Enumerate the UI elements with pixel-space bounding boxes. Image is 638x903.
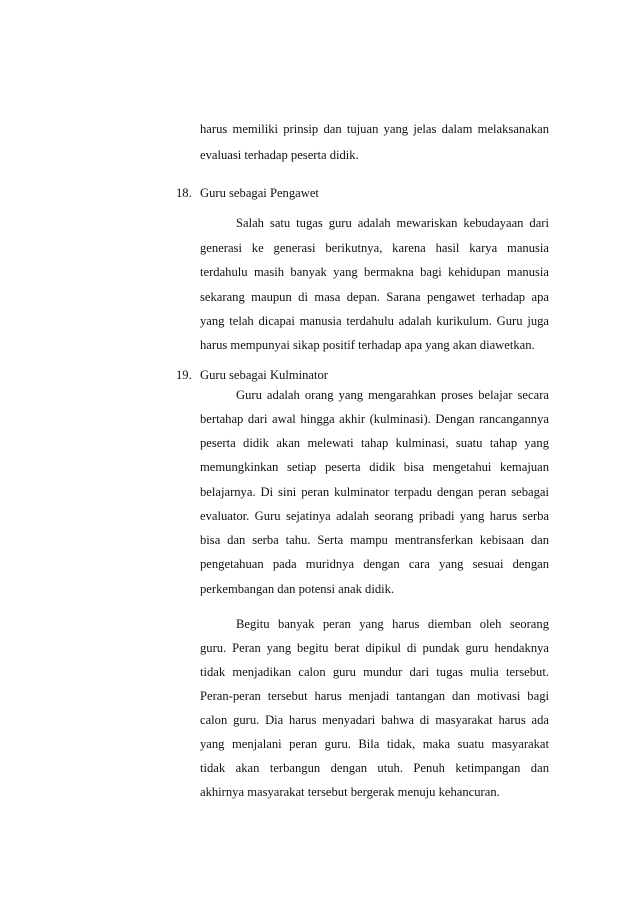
text-line: sekarang maupun di masa depan. Sarana pengawet terhadap apa (200, 290, 549, 304)
text-line: tidak menjadikan calon guru mundur dari tugas mulia tersebut. (200, 665, 549, 679)
text-line: Salah satu tugas guru adalah mewariskan kebudayaan dari (236, 216, 549, 230)
text-line: harus memiliki prinsip dan tujuan yang jelas dalam melaksanakan (200, 122, 549, 136)
text-line: calon guru. Dia harus menyadari bahwa di masyarakat harus ada (200, 713, 549, 727)
text-line: Begitu banyak peran yang harus diemban oleh seorang (236, 617, 549, 631)
text-line: guru. Peran yang begitu berat dipikul di pundak guru hendaknya (200, 641, 549, 655)
text-line: Peran-peran tersebut harus menjadi tantangan dan motivasi bagi (200, 689, 549, 703)
section-title: Guru sebagai Kulminator (200, 368, 329, 382)
text-line: pengetahuan pada muridnya dengan cara yang sesuai dengan (200, 557, 549, 571)
text-line: generasi ke generasi berikutnya, karena hasil karya manusia (200, 241, 549, 255)
text-line: evaluator. Guru sejatinya adalah seorang pribadi yang harus serba (200, 509, 549, 523)
text-line: terdahulu masih banyak yang bermakna bagi kehidupan manusia (200, 265, 549, 279)
section-heading-19 (176, 367, 328, 383)
text-line: yang menjalani peran guru. Bila tidak, maka suatu masyarakat (200, 737, 549, 751)
text-line: harus mempunyai sikap positif terhadap apa yang akan diawetkan. (200, 338, 535, 352)
section-number: 18. (176, 186, 192, 200)
section-number: 19. (176, 368, 192, 382)
text-line: tidak akan terbangun dengan utuh. Penuh ketimpangan dan (200, 761, 549, 775)
text-line: belajarnya. Di sini peran kulminator terpadu dengan peran sebagai (200, 485, 549, 499)
section-heading-18 (176, 185, 319, 201)
text-line: bisa dan serba tahu. Serta mampu mentransferkan kebisaan dan (200, 533, 549, 547)
text-line: perkembangan dan potensi anak didik. (200, 582, 395, 596)
text-line: akhirnya masyarakat tersebut bergerak menuju kehancuran. (200, 785, 500, 799)
text-line: evaluasi terhadap peserta didik. (200, 148, 359, 162)
text-line: yang telah dicapai manusia terdahulu adalah kurikulum. Guru juga (200, 314, 549, 328)
section-title: Guru sebagai Pengawet (200, 186, 319, 200)
text-line: peserta didik akan melewati tahap kulminasi, suatu tahap yang (200, 436, 549, 450)
text-line: memungkinkan setiap peserta didik bisa mengetahui kemajuan (200, 460, 549, 474)
text-line: Guru adalah orang yang mengarahkan proses belajar secara (236, 388, 549, 402)
text-line: bertahap dari awal hingga akhir (kulminasi). Dengan rancangannya (200, 412, 549, 426)
